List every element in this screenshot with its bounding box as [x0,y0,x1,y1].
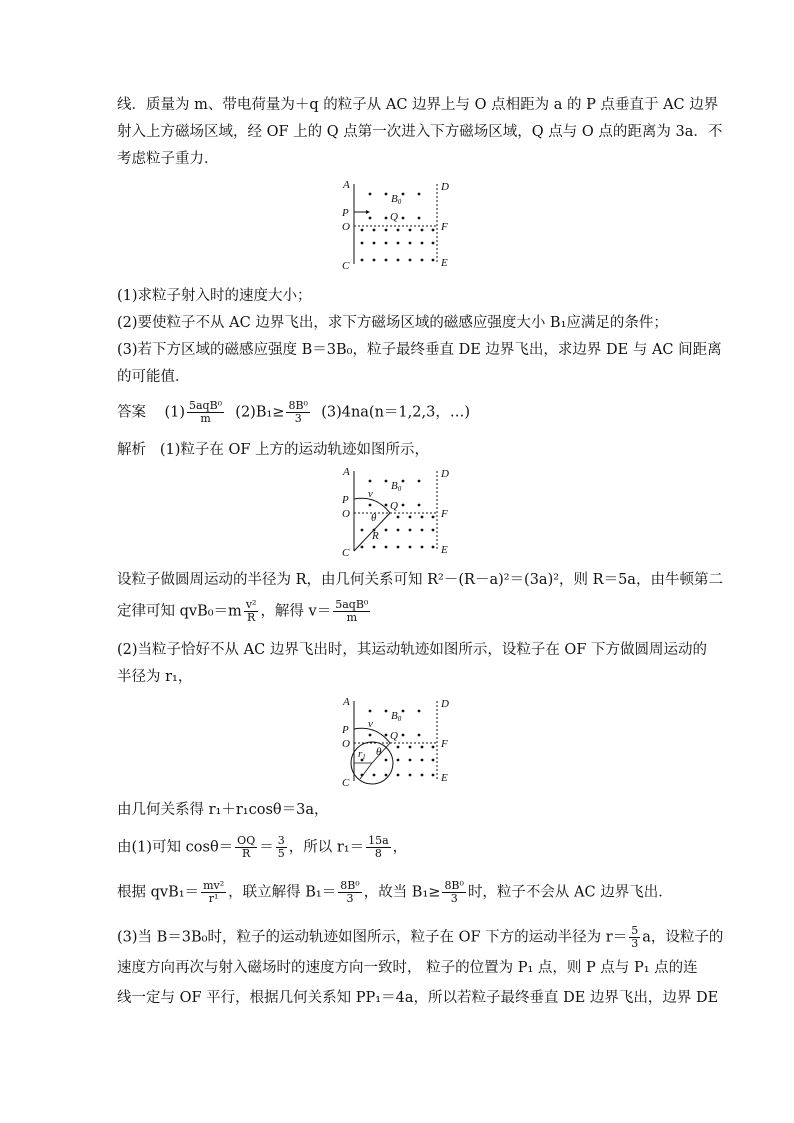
fig2-label-f: F [441,508,448,520]
analysis-p6: 由几何关系得 r₁＋r₁cosθ＝3a， [117,802,329,818]
intro-line-2: 射入上方磁场区域，经 OF 上的 Q 点第一次进入下方磁场区域，Q 点与 O 点的距离为 3a．不 [117,124,723,140]
fig2-label-o: O [342,508,350,520]
analysis-p9: (3)当 B＝3B₀时，粒子的运动轨迹如图所示，粒子在 OF 下方的运动半径为 r＝ $\frac{5}{3}$ a，设粒子的 [117,924,724,950]
fig3-label-f: F [441,738,448,750]
entry-arrowhead [366,210,370,214]
analysis-p1: (1)粒子在 OF 上方的运动轨迹如图所示， [159,442,430,458]
analysis-p10: 速度方向再次与射入磁场时的速度方向一致时， 粒子的位置为 P₁ 点，则 P 点与 P₁ 点的连 [117,960,698,976]
fig3-label-p: P [342,724,349,736]
fig2-label-v: v [368,488,373,500]
analysis-p8: 根据 qvB₁＝ $\frac{\text{mv²}}{\text{r¹}}$ ，联立解得 B₁＝ $\frac{\text{8B⁰}}{3}$ ，故当 B₁≥ $\frac{\text{8B⁰}}{3}$ 时，粒子不会从 AC 边界飞出． [117,879,673,905]
fig3-label-v: v [368,718,373,730]
fig2-label-q: Q [390,500,398,512]
analysis-p11: 线一定与 OF 平行，根据几何关系知 PP₁＝4a，所以若粒子最终垂直 DE 边界飞出，边界 DE [117,990,719,1006]
fig3-label-r1: r1 [358,748,366,761]
figure-1-field-diagram [338,178,458,274]
fig3-label-theta: θ [376,746,382,758]
label-o: O [342,221,350,233]
question-3-line-1: (3)若下方区域的磁感应强度 B＝3B₀，粒子最终垂直 DE 边界飞出，求边界 DE 与 AC 间距离 [117,342,722,358]
answer-2-prefix: (2)B₁≥ [235,404,285,421]
label-e: E [441,257,448,269]
fig3-label-o: O [342,738,350,750]
label-d: D [441,181,449,193]
analysis-line-1 [117,440,429,460]
fig2-label-b0: B0 [391,480,402,493]
fig3-label-b0: B0 [391,710,402,723]
question-3-line-2: 的可能值． [117,369,190,385]
fig2-label-c: C [342,547,350,559]
label-p: P [342,207,349,219]
fig3-label-d: D [441,698,449,710]
answer-line [117,400,470,425]
analysis-label: 解析 [117,442,146,458]
fig2-label-r: R [372,530,379,542]
fig2-label-p: P [342,494,349,506]
analysis-p2: 设粒子做圆周运动的半径为 R，由几何关系可知 R²－(R－a)²＝(3a)²，则 R＝5a，由牛顿第二 [117,572,723,588]
figure-2-trajectory-diagram [338,465,458,561]
field-dots-lower [361,229,435,262]
fig2-label-a: A [343,466,350,478]
label-c: C [342,260,350,272]
label-a: A [343,179,350,191]
trajectory-arc [354,498,390,513]
answer-1-fraction: $\frac{\text{5aqB⁰}}{m}$ [188,399,223,425]
fig2-label-d: D [441,468,449,480]
fig3-label-a: A [343,696,350,708]
question-2: (2)要使粒子不从 AC 边界飞出，求下方磁场区域的磁感应强度大小 B₁应满足的条件； [117,315,668,331]
label-f: F [441,221,448,233]
answer-2-fraction: $\frac{\text{8B⁰}}{3}$ [288,399,308,425]
fig2-label-theta: θ [371,512,377,524]
label-q: Q [390,211,398,223]
answer-1-prefix: (1) [164,404,185,421]
fig2-label-e: E [441,544,448,556]
fig3-label-q: Q [390,730,398,742]
fig3-label-e: E [441,772,448,784]
analysis-p4: (2)当粒子恰好不从 AC 边界飞出时，其运动轨迹如图所示，设粒子在 OF 下方做圆周运动的 [117,642,707,658]
answer-label: 答案 [117,404,146,421]
analysis-p5: 半径为 r₁， [117,669,193,685]
label-b0: B0 [391,193,402,206]
analysis-p3: 定律可知 qvB₀＝m $\frac{\text{v²}}{R}$ ，解得 v＝ $\frac{\text{5aqB⁰}}{m}$ [117,598,369,624]
analysis-p7: 由(1)可知 cosθ＝ $\frac{OQ}{R}$ ＝ $\frac{3}{5}$ ，所以 r₁＝ $\frac{15a}{8}$ ， [117,834,408,860]
figure-3-boundary-diagram [338,695,458,791]
question-1: (1)求粒子射入时的速度大小； [117,288,312,304]
intro-line-1: 线．质量为 m、带电荷量为＋q 的粒子从 AC 边界上与 O 点相距为 a 的 P 点垂直于 AC 边界 [117,97,719,113]
intro-line-3: 考虑粒子重力． [117,151,219,167]
answer-3: (3)4na(n＝1,2,3，…) [321,404,470,421]
fig3-label-c: C [342,777,350,789]
